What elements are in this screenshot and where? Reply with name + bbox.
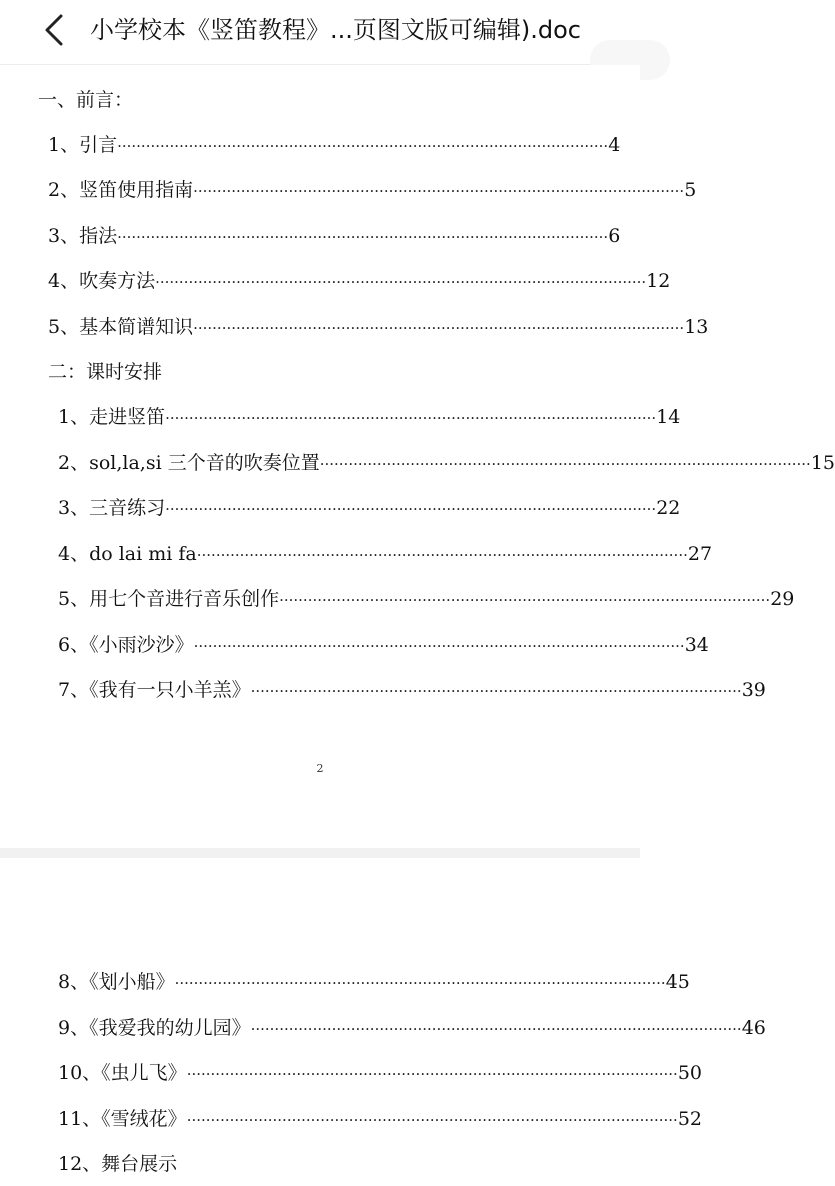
toc-entry-label: 5、基本简谱知识 bbox=[48, 316, 194, 338]
toc-entry-page: 14 bbox=[656, 406, 681, 428]
toc-entry-page: 13 bbox=[684, 316, 709, 338]
toc-entry[interactable] bbox=[58, 446, 835, 480]
toc-heading-preface: 一、前言： bbox=[38, 89, 134, 111]
toc-entry-label: 2、sol,la,si 三个音的吹奏位置 bbox=[58, 452, 320, 474]
toc-entry-label: 8、《划小船》 bbox=[58, 971, 175, 993]
page-number: 2 bbox=[316, 762, 324, 775]
toc-entry-page: 39 bbox=[741, 679, 766, 701]
toc-entry-page: 52 bbox=[677, 1108, 702, 1130]
toc-entry-label: 9、《我爱我的幼儿园》 bbox=[58, 1017, 251, 1039]
top-bar bbox=[0, 0, 640, 65]
toc-leader-dots: ······································································································· bbox=[165, 500, 657, 518]
toc-entry-page: 4 bbox=[608, 134, 621, 156]
toc-leader-dots: ······································································································· bbox=[193, 637, 685, 655]
toc-entry-label: 5、用七个音进行音乐创作 bbox=[58, 588, 280, 610]
toc-leader-dots: ······································································································· bbox=[186, 1111, 678, 1129]
toc-entry-stage-show[interactable]: 12、舞台展示 bbox=[58, 1153, 178, 1175]
toc-entry[interactable] bbox=[58, 537, 713, 571]
toc-leader-dots: ······································································································· bbox=[165, 409, 657, 427]
toc-entry-page: 45 bbox=[665, 971, 690, 993]
toc-leader-dots: ······································································································· bbox=[117, 137, 609, 155]
toc-leader-dots: ······································································································· bbox=[196, 546, 688, 564]
toc-entry-label: 1、引言 bbox=[48, 134, 118, 156]
toc-entry-label: 3、指法 bbox=[48, 225, 118, 247]
page-separator bbox=[0, 848, 640, 858]
toc-leader-dots: ······································································································· bbox=[319, 455, 811, 473]
back-button[interactable] bbox=[32, 8, 76, 52]
toc-leader-dots: ······································································································· bbox=[250, 1020, 742, 1038]
document-page-2[interactable] bbox=[0, 858, 766, 1186]
toc-heading-schedule: 二：课时安排 bbox=[48, 361, 163, 383]
toc-entry-page: 5 bbox=[684, 179, 697, 201]
toc-entry-label: 11、《雪绒花》 bbox=[58, 1108, 187, 1130]
toc-entry-page: 12 bbox=[646, 270, 671, 292]
toc-leader-dots: ······································································································· bbox=[155, 273, 647, 291]
toc-leader-dots: ······································································································· bbox=[186, 1065, 678, 1083]
chevron-left-icon bbox=[42, 13, 66, 47]
toc-entry-page: 50 bbox=[677, 1062, 702, 1084]
toc-leader-dots: ······································································································· bbox=[193, 182, 685, 200]
toc-entry-page: 29 bbox=[770, 588, 795, 610]
toc-entry[interactable] bbox=[58, 1011, 766, 1045]
toc-entry-label: 2、竖笛使用指南 bbox=[48, 179, 194, 201]
toc-entry-page: 27 bbox=[687, 543, 713, 565]
toc-entry[interactable] bbox=[48, 173, 697, 207]
toc-entry-label: 3、三音练习 bbox=[58, 497, 166, 519]
toc-entry[interactable] bbox=[58, 1056, 702, 1090]
toc-entry[interactable] bbox=[58, 582, 795, 616]
toc-leader-dots: ······································································································· bbox=[117, 228, 609, 246]
toc-leader-dots: ······································································································· bbox=[193, 319, 685, 337]
document-page-1[interactable] bbox=[0, 65, 835, 848]
toc-leader-dots: ······································································································· bbox=[174, 974, 666, 992]
toc-entry-page: 15 bbox=[810, 452, 835, 474]
toc-entry-label: 4、吹奏方法 bbox=[48, 270, 156, 292]
toc-entry-label: 10、《虫儿飞》 bbox=[58, 1062, 187, 1084]
document-title: 小学校本《竖笛教程》...页图文版可编辑).doc bbox=[90, 16, 581, 44]
toc-entry[interactable] bbox=[48, 310, 709, 344]
toc-entry-label: 4、do lai mi fa bbox=[58, 543, 197, 565]
toc-leader-dots: ······································································································· bbox=[250, 682, 742, 700]
toc-entry[interactable] bbox=[48, 128, 621, 162]
toc-entry[interactable] bbox=[58, 400, 681, 434]
toc-entry-label: 7、《我有一只小羊羔》 bbox=[58, 679, 251, 701]
toc-entry[interactable] bbox=[58, 628, 709, 662]
toc-entry[interactable] bbox=[58, 491, 681, 525]
toc-entry-label: 1、走进竖笛 bbox=[58, 406, 166, 428]
toc-entry-page: 6 bbox=[608, 225, 621, 247]
toc-entry-page: 22 bbox=[656, 497, 681, 519]
toc-entry[interactable] bbox=[58, 1102, 702, 1136]
toc-leader-dots: ······································································································· bbox=[279, 591, 771, 609]
toc-entry[interactable] bbox=[48, 264, 671, 298]
toc-entry-page: 46 bbox=[741, 1017, 766, 1039]
toc-entry-label: 6、《小雨沙沙》 bbox=[58, 634, 194, 656]
toc-entry-page: 34 bbox=[684, 634, 709, 656]
toc-entry[interactable] bbox=[58, 965, 690, 999]
toc-entry[interactable] bbox=[58, 673, 766, 707]
toc-entry[interactable] bbox=[48, 219, 621, 253]
